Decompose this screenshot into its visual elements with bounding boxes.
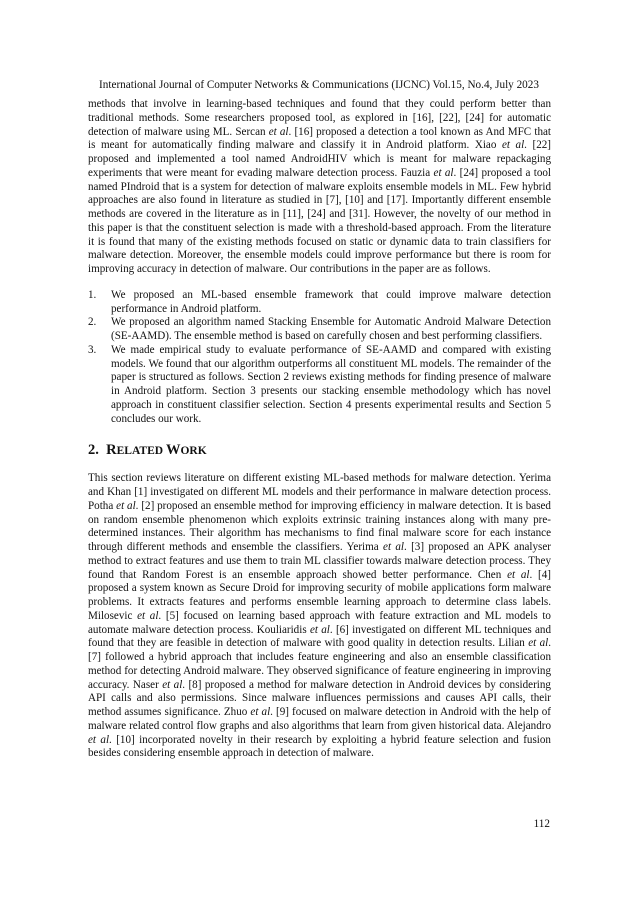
list-item: 3. We made empirical study to evaluate performance of SE-AAMD and compared with existing models. We found that our algorithm outperforms all constituent ML models. The remainder of the paper is structured as follows. Section 2 reviews existing methods for finding presence of malware in Android platform. Section 3 presents our stacking ensemble methodology which has novel approach in constituent classifier selection. Section 4 presents experimental results and Section 5 concludes our work. (88, 343, 551, 425)
page-number: 112 (533, 818, 550, 830)
intro-paragraph: methods that involve in learning-based techniques and found that they could perform better than traditional methods. Some researchers proposed tool, as explored in [16], [22], [24] for automatic detection of malware using ML. Sercan et al. [16] proposed a detection a tool known as And MFC that is meant for automatically finding malware and classify it in Android platform. Xiao et al. [22] proposed and implemented a tool named AndroidHIV which is meant for malware repackaging experiments that were meant for evading malware detection process. Fauzia et al. [24] proposed a tool named PIndroid that is a system for detection of malware exploits ensemble models in ML. Few hybrid approaches are also found in literature as studied in [7], [10] and [17]. Importantly different ensemble methods are covered in the literature as in [11], [24] and [31]. However, the novelty of our method in this paper is that the constituent selection is made with a threshold-based approach. From the literature it is found that many of the existing methods focused on static or dynamic data to train classifiers for malware detection. Moreover, the ensemble models could improve performance but there is room for improving accuracy in detection of malware. Our contributions in the paper are as follows. (88, 98, 551, 275)
page-content (88, 98, 551, 761)
contributions-list (88, 289, 551, 427)
related-work-paragraph: This section reviews literature on different existing ML-based methods for malware detection. Yerima and Khan [1] investigated on different ML models and their performance in malware detection process. Potha et al. [2] proposed an ensemble method for improving efficiency in malware detection. It is based on random ensemble phenomenon which exploits extrinsic training instances along with many pre-determined instances. Their algorithm has mechanisms to find final malware score for each instance through different methods and ensemble the classifiers. Yerima et al. [3] proposed an APK analyser method to extract features and use them to train ML classifier towards malware detection process. They found that Random Forest is an ensemble approach showed better performance. Chen et al. [4] proposed a system known as Secure Droid for improving security of mobile applications form malware problems. It extracts features and performs ensemble learning approach to determine class labels. Milosevic et al. [5] focused on learning based approach with feature extraction and ML models to automate malware detection process. Kouliaridis et al. [6] investigated on different ML techniques and found that they are feasible in detection of malware with good quality in detection results. Lilian et al. [7] followed a hybrid approach that includes feature engineering and also an ensemble classification method for detecting Android malware. They observed significance of feature engineering in improving accuracy. Naser et al. [8] proposed a method for malware detection in Android devices by considering API calls and also permissions. Since malware influences permissions and causes API calls, their method assumes significance. Zhuo et al. [9] focused on malware detection in Android with the help of malware related control flow graphs and also algorithms that learn from given historical data. Alejandro et al. [10] incorporated novelty in their research by exploiting a hybrid feature selection and fusion besides considering ensemble approach in detection of malware. (88, 472, 551, 760)
journal-header: International Journal of Computer Networks & Communications (IJCNC) Vol.15, No.4, July 2023 (99, 79, 539, 91)
list-item: 2. We proposed an algorithm named Stacking Ensemble for Automatic Android Malware Detection (SE-AAMD). The ensemble method is based on carefully chosen and best performing classifiers. (88, 316, 551, 342)
section-heading: 2. RELATED WORK (88, 442, 207, 459)
list-item: 1. We proposed an ML-based ensemble framework that could improve malware detection performance in Android platform. (88, 288, 551, 315)
